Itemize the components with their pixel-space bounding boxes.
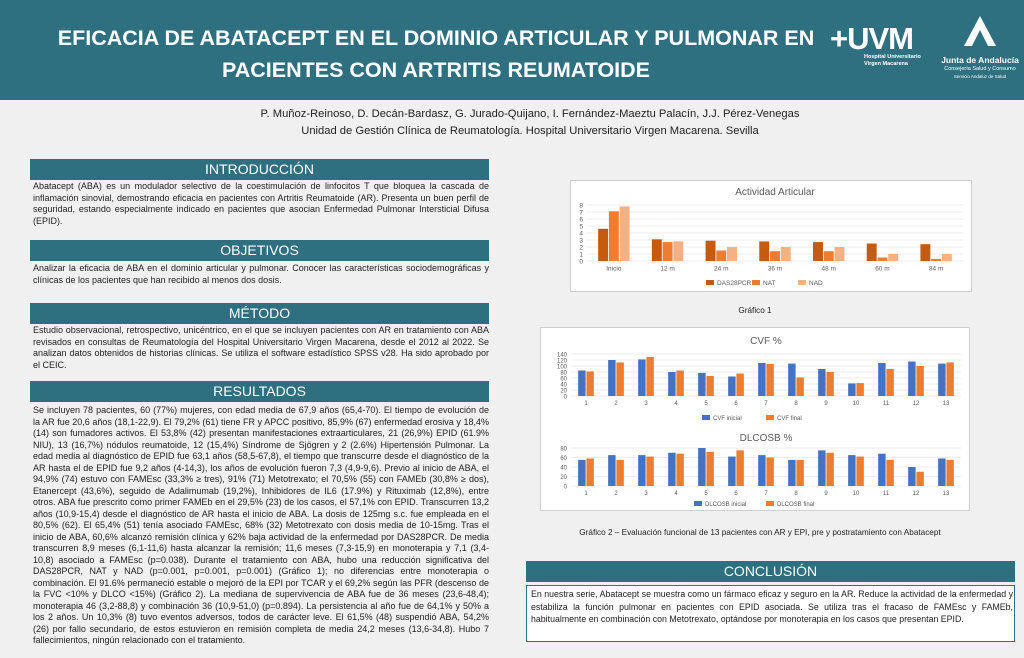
hospital-logo (830, 21, 930, 76)
chart2b-bar (916, 472, 923, 486)
chart2a-bar (886, 369, 893, 396)
chart2b-legend-label: DLCOSB final (777, 502, 815, 508)
chart2b-legend-label: DLCOSB inicial (705, 502, 747, 508)
chart2a-xtick: 9 (824, 401, 828, 407)
section-header-resultados: RESULTADOS (30, 381, 489, 402)
chart2b-xtick: 8 (794, 491, 798, 497)
chart2a-bar (938, 364, 945, 396)
chart1-xtick: Inicio (606, 265, 622, 273)
chart1-bar (759, 241, 769, 261)
objetivos-text: Analizar la eficacia de ABA en el dominio articular y pulmonar. Conocer las características sociodemográficas y clínicas de los pacientes que han recibido al menos dos dosis. (33, 263, 489, 285)
chart1-ytick: 0 (579, 258, 583, 266)
chart1-bar (727, 247, 737, 261)
chart2a-xtick: 6 (734, 401, 738, 407)
chart2b-xtick: 5 (704, 491, 708, 497)
chart2b-legend-swatch (766, 501, 774, 506)
chart2b-ytick: 60 (560, 456, 567, 462)
chart2b-ytick: 0 (563, 484, 567, 491)
chart2b-xtick: 7 (764, 491, 768, 497)
caption-grafico1: Gráfico 1 (738, 306, 772, 315)
chart2b-bar (676, 454, 683, 486)
chart2a-xtick: 2 (614, 401, 618, 407)
jda-logo-name: Junta de Andalucía (941, 55, 1019, 65)
chart2a-xtick: 4 (674, 401, 678, 407)
chart1-bar (813, 242, 823, 261)
intro-text: Abatacept (ABA) es un modulador selectivo de la coestimulación de linfocitos T que bloquea la cascada de inflamación sinovial, demostrando eficacia en pacientes con Artritis Reumatoide (AR). Presenta un buen perfil de seguridad, estando especialmente indicado en pacientes que asocian Enfermedad Pulmonar Intersticial Difusa (EPID). (33, 181, 489, 226)
chart2a-ytick: 20 (560, 388, 567, 395)
chart2b-bar (826, 453, 833, 486)
chart2a-bar (946, 362, 953, 396)
chart1-ytick: 5 (579, 223, 583, 231)
chart2b-xtick: 6 (734, 491, 738, 497)
chart1-bar (867, 244, 877, 262)
chart2a-bar (908, 362, 915, 397)
chart2b-xtick: 2 (614, 491, 618, 497)
chart2a-bar (856, 383, 863, 396)
chart2a-ytick: 80 (560, 370, 567, 377)
chart1-ytick: 3 (579, 237, 583, 245)
chart2b-xtick: 3 (644, 491, 648, 497)
chart2a-bar (608, 360, 615, 396)
chart2b-bar (766, 458, 773, 487)
chart1-xtick: 48 m (821, 265, 836, 273)
chart1-ytick: 4 (579, 230, 583, 238)
chart2b-bar (616, 460, 623, 486)
chart2a-bar (668, 372, 675, 396)
chart1-bar (652, 239, 662, 261)
chart2b-bar (646, 457, 653, 486)
chart2b-ytick: 80 (560, 446, 567, 453)
huvm-logo-line1: Hospital Universitario (864, 54, 921, 60)
chart2b-bar (608, 455, 615, 486)
chart2a-bar (736, 374, 743, 397)
section-header-conclusion: CONCLUSIÓN (526, 561, 1015, 582)
junta-andalucia-logo (938, 14, 1022, 94)
chart1-bar (942, 254, 952, 261)
chart1-bar (716, 251, 726, 262)
chart2a-legend-label: CVF inicial (713, 416, 742, 422)
chart2b-bar (908, 467, 915, 486)
chart2a-bar (758, 363, 765, 396)
chart2a-ytick: 120 (556, 358, 567, 365)
chart2a-bar (638, 359, 645, 396)
chart2a-bar (586, 371, 593, 396)
section-header-objetivos: OBJETIVOS (30, 240, 489, 261)
chart2a-xtick: 11 (882, 401, 890, 407)
chart2a-bar (698, 373, 705, 396)
authors-line: P. Muñoz-Reinoso, D. Decán-Bardasz, G. Jurado-Quijano, I. Fernández-Maeztu Palacín, J.J. Pérez-Venegas (260, 108, 800, 120)
chart2b-bar (818, 450, 825, 486)
chart2b-bar (856, 457, 863, 486)
chart2b-xtick: 12 (912, 491, 920, 497)
section-header-intro: INTRODUCCIÓN (30, 159, 489, 180)
chart2a-bar (578, 371, 585, 397)
poster-title: EFICACIA DE ABATACEPT EN EL DOMINIO ARTICULAR Y PULMONAR EN PACIENTES CON ARTRITIS REUMATOIDE (57, 26, 815, 82)
chart2b-xtick: 1 (584, 491, 588, 497)
chart2b-bar (668, 453, 675, 486)
chart2a-legend-swatch (766, 415, 774, 420)
chart2a-ytick: 60 (560, 376, 567, 383)
chart2b-bar (946, 460, 953, 486)
chart1-legend-swatch (798, 280, 806, 285)
chart1-bar (888, 254, 898, 261)
chart2b-bar (728, 457, 735, 486)
chart1-xtick: 36 m (767, 265, 783, 273)
metodo-text: Estudio observacional, retrospectivo, unicéntrico, en el que se incluyen pacientes con AR en tratamiento con ABA revisados en consultas de Reumatología del Hospital Universitario Virgen Macarena, desde el 2012 al 2022. Se analizan datos obtenidos de historias clínicas. Se utiliza el software estadístico SPSS v28. Ha sido aprobado por el CEIC. (33, 325, 489, 370)
chart2a-bar (878, 363, 885, 396)
chart2b-bar (788, 460, 795, 486)
chart1-ytick: 6 (579, 216, 583, 224)
chart2b-xtick: 13 (942, 491, 950, 497)
chart2a-bar (848, 383, 855, 396)
chart2a-bar (616, 362, 623, 396)
chart1-bar (877, 258, 887, 262)
chart1-svg (571, 181, 971, 291)
chart2a-ytick: 40 (560, 382, 567, 389)
chart2b-bar (638, 455, 645, 486)
chart1-bar (620, 206, 630, 261)
chart2a-bar (826, 372, 833, 396)
chart2b-bar (938, 458, 945, 486)
chart1-bar (706, 241, 716, 261)
conclusion-text: En nuestra serie, Abatacept se muestra como un fármaco eficaz y seguro en la AR. Reduce la actividad de la enfermedad y estabiliza la función pulmonar en pacientes con EPID asociada. Se utiliza tras el fracaso de FAMEsc y FAMEb, habitualmente en combinación con Metotrexato, optándose por monoterapia en los casos que presentan EPID. (531, 589, 1013, 624)
chart1-title: Actividad Articular (735, 187, 815, 198)
chart1-legend-swatch (706, 280, 714, 285)
chart1-bar (931, 259, 941, 261)
chart2a-bar (788, 364, 795, 396)
chart2a-bar (916, 366, 923, 396)
chart2b-bar (698, 448, 705, 486)
chart1-ytick: 8 (579, 202, 583, 210)
chart1-legend-swatch (752, 280, 760, 285)
chart1-ytick: 2 (579, 244, 583, 252)
chart2b-xtick: 4 (674, 491, 678, 497)
chart1-bar (673, 241, 683, 261)
chart2a-legend-swatch (702, 415, 710, 420)
chart2b-xtick: 10 (852, 491, 860, 497)
chart-funcion-pulmonar (540, 327, 970, 511)
chart1-bar (920, 244, 930, 261)
chart2b-legend-swatch (694, 501, 702, 506)
chart1-legend-label: NAT (763, 280, 776, 287)
section-header-metodo: MÉTODO (30, 303, 489, 324)
affiliation-line: Unidad de Gestión Clínica de Reumatología. Hospital Universitario Virgen Macarena. Sevilla (301, 125, 759, 137)
chart-actividad-articular (570, 180, 972, 292)
chart2a-xtick: 5 (704, 401, 708, 407)
chart1-bar (609, 211, 619, 261)
chart2b-bar (886, 460, 893, 486)
chart1-xtick: 60 m (875, 265, 890, 273)
chart1-xtick: 12 m (660, 265, 675, 273)
chart2b-title: DLCOSB % (739, 433, 793, 444)
chart1-legend-label: DAS28PCR (717, 280, 752, 287)
chart2a-xtick: 1 (584, 401, 588, 407)
chart2a-xtick: 3 (644, 401, 648, 407)
chart2a-ytick: 0 (563, 394, 567, 401)
chart2b-ytick: 40 (560, 465, 567, 472)
chart2b-bar (586, 458, 593, 486)
header-banner (0, 0, 1024, 100)
chart2b-ytick: 20 (560, 475, 567, 481)
huvm-logo-mark: +UVM (830, 21, 913, 56)
chart1-ytick: 1 (579, 251, 583, 259)
authors-block (180, 106, 880, 140)
chart1-legend-label: NAD (809, 280, 823, 287)
junta-emblem-icon (960, 14, 1000, 48)
chart2a-bar (706, 376, 713, 396)
chart2a-bar (676, 371, 683, 397)
resultados-text: Se incluyen 78 pacientes, 60 (77%) mujeres, con edad media de 67,9 años (65,4-70). El tiempo de evolución de la AR fue 20,6 años (18,1-22,9). El 79,2% (61) tiene FR y APCC positivo, 85,9% (67) enfermedad erosiva y 18,4% (14) son fumadores activos. El 53,8% (42) presentan manifestaciones extraarticulares, 21 (26,9%) EPID (61.9% NIU), 13 (16,7%) nódulos reumatoide, 12 (15,4%) Síndrome de Sjögren y 2 (2.6%) Hipertensión Pulmonar. La edad media al diagnóstico de EPID fue 63,1 años (58,5-67,8), el tiempo que transcurre desde el diagnóstico de la AR hasta el de EPID fue 9,2 años (4-14,3), los años de evolución fueron 7,3 (4,9-9,6). Previo al inicio de ABA, el 94,9% (74) estuvo con FAMEsc (33,3% ≥ tres), 91% (71) Metotrexato; el 70,5% (55) con FAMEb (30,8% ≥ dos), Etanercept (43,6%), seguido de Adalimumab (19,2%), Inhibidores de IL6 (17.9%) y Rituximab (12,8%), entre otros. ABA fue prescrito como primer FAMEb en el 29,5% (23) de los casos, el 57,1% con EPID. Transcurren 13,2 años (10,9-15,4) desde el diagnóstico de AR hasta el inicio de ABA. La dosis de 125mg s.c. fue empleada en el 80,5% (62). El 65,4% (51) tenía asociado FAMEsc, 68% (32) Metotrexato con dosis media de 10-15mg. Tras el inicio de ABA, 60,6% alcanzó remisión clínica y 62% baja actividad de la enfermedad por DAS28PCR. De media transcurren 8,9 meses (6,1-11,6) hasta alcanzar la remisión; 11,6 meses (7,3-15,9) en monoterapia y 7,1 (3,4-10,8) asociado a FAMEsc (p=0.038). Durante el tratamiento con ABA, hubo una reducción significativa del DAS28PCR, NAT y NAD (p=0.001, p=0.001, p=0.001) (Gráfico 1); no diferencias entre monoterapia o combinación. El 91.6% permaneció estable o mejoró de la EPI por TCAR y el 69,2% según las PFR (descenso de la FVC <10% y DLCO <15%) (Gráfico 2). La mediana de supervivencia de ABA fue de 36 meses (23,6-48,4); monoterapia 46 (3,2-88,8) y combinación 36 (10,9-51,0) (p=0.894). La persistencia al año fue de 64,1% y 50% a los 2 años. Un 10,3% (8) tuvo eventos adversos, todos de carácter leve. El 61,5% (48) suspendió ABA, 54,2% (26) por fallo secundario, de estos estuvieron en remisión completa de media 24,2 meses (13,6-34,8). Hubo 7 fallecimientos, ningún relacionado con el tratamiento. (33, 405, 489, 645)
chart2a-xtick: 10 (852, 401, 860, 407)
chart2b-bar (758, 455, 765, 486)
chart2a-bar (646, 357, 653, 396)
chart2a-legend-label: CVF final (777, 416, 802, 422)
chart2a-xtick: 13 (942, 401, 950, 407)
chart2a-ytick: 140 (556, 352, 567, 359)
chart1-bar (598, 229, 608, 261)
chart2b-bar (578, 460, 585, 486)
chart2-svg (541, 328, 969, 510)
chart2a-bar (818, 369, 825, 396)
huvm-logo-line2: Virgen Macarena (864, 61, 908, 67)
chart1-bar (770, 251, 780, 261)
chart1-ytick: 7 (579, 209, 583, 217)
chart2b-xtick: 11 (882, 491, 890, 497)
chart2a-title: CVF % (750, 336, 782, 347)
chart2b-bar (848, 455, 855, 486)
chart2b-xtick: 9 (824, 491, 828, 497)
chart2a-bar (728, 377, 735, 397)
jda-logo-line2: Servicio Andaluz de Salud (953, 74, 1007, 79)
chart2b-bar (706, 452, 713, 486)
chart1-bar (663, 242, 673, 261)
chart2a-bar (796, 377, 803, 396)
chart2a-xtick: 8 (794, 401, 798, 407)
chart1-xtick: 24 m (714, 265, 729, 273)
chart2a-xtick: 12 (912, 401, 920, 407)
chart2a-xtick: 7 (764, 401, 768, 407)
chart2b-bar (796, 460, 803, 486)
caption-grafico2: Gráfico 2 – Evaluación funcional de 13 pacientes con AR y EPI, pre y postratamiento con Abatacept (579, 528, 941, 537)
jda-logo-line1: Consejería Salud y Consumo (944, 66, 1016, 72)
chart2b-bar (878, 454, 885, 486)
chart2b-bar (736, 450, 743, 486)
chart1-bar (781, 247, 791, 261)
chart1-xtick: 84 m (928, 265, 944, 273)
chart1-bar (824, 251, 834, 261)
chart2a-ytick: 100 (556, 364, 567, 371)
chart2a-bar (766, 364, 773, 396)
chart1-bar (834, 247, 844, 261)
